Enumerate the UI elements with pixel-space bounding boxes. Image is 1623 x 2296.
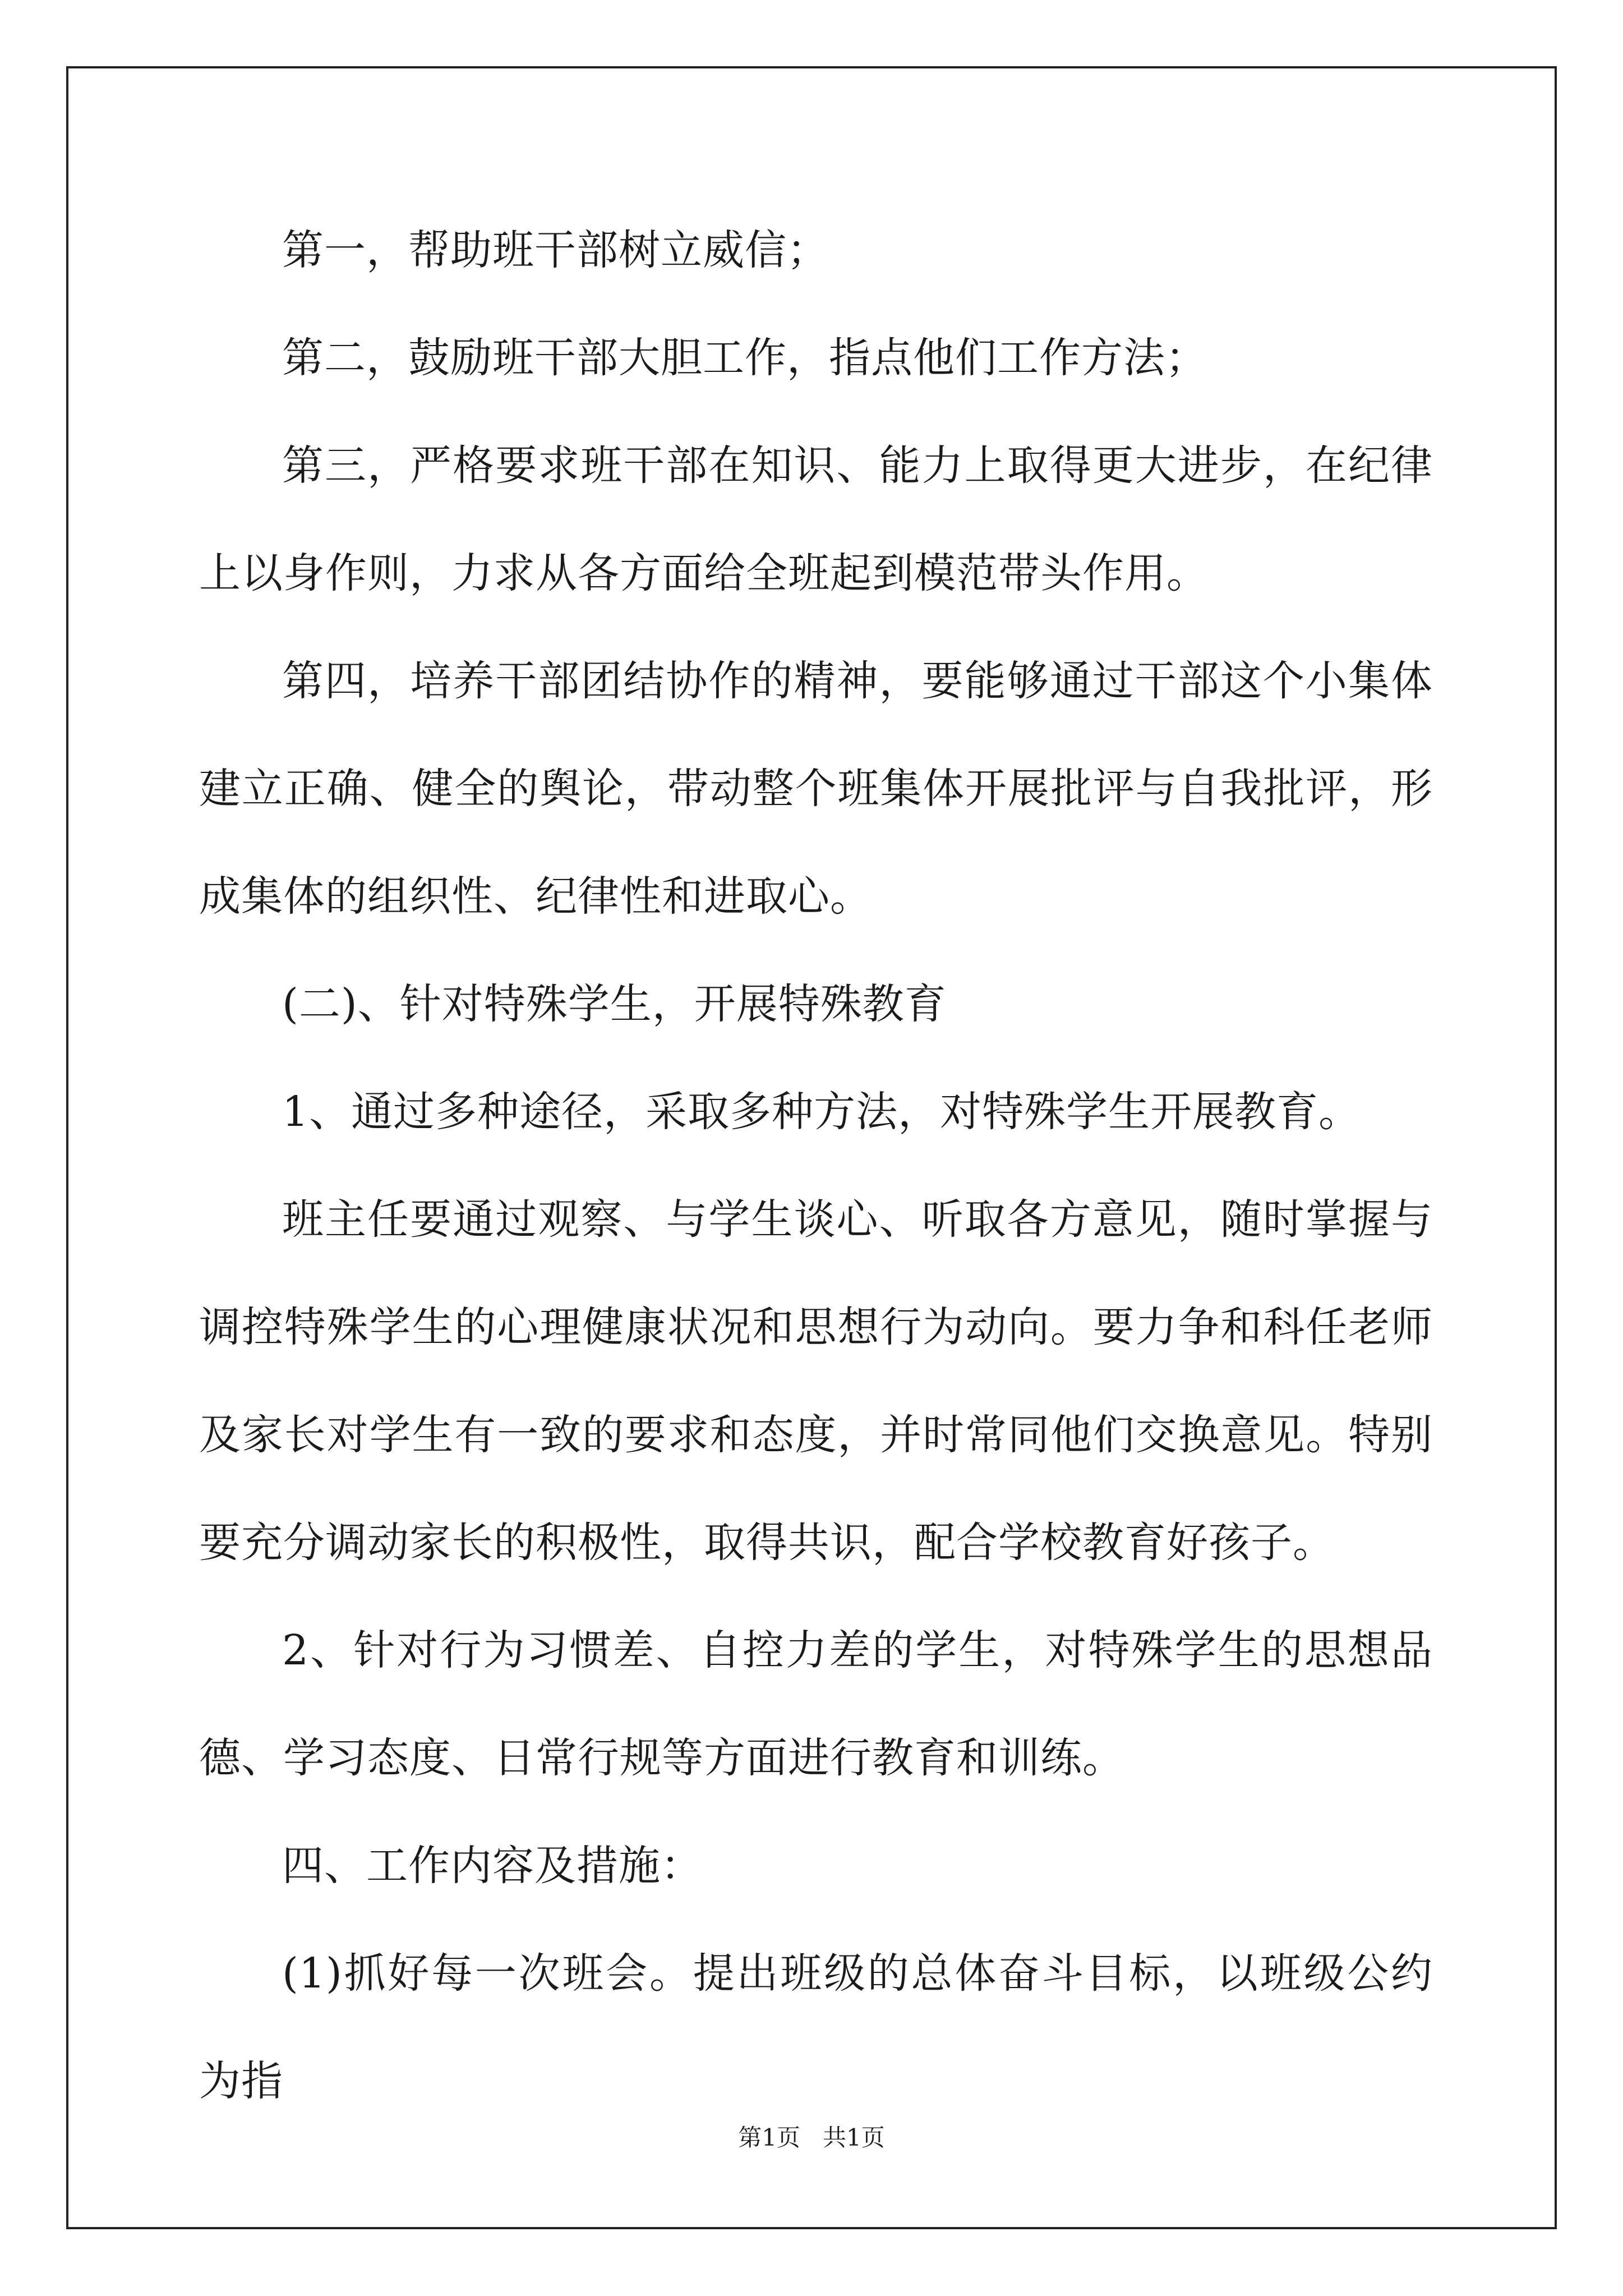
paragraph: 第四，培养干部团结协作的精神，要能够通过干部这个小集体建立正确、健全的舆论，带动整个班集体开展批评与自我批评，形成集体的组织性、纪律性和进取心。 (199, 657, 1433, 921)
paragraph: (1)抓好每一次班会。提出班级的总体奋斗目标，以班级公约为指 (199, 1949, 1433, 2105)
page-footer (0, 2119, 1623, 2153)
paragraph: 1、通过多种途径，采取多种方法，对特殊学生开展教育。 (282, 1088, 1361, 1136)
page-total: 共1页 (823, 2124, 885, 2151)
section-heading: (二)、针对特殊学生，开展特殊教育 (282, 980, 947, 1028)
paragraph: 第三，严格要求班干部在知识、能力上取得更大进步，在纪律上以身作则，力求从各方面给全班起到模范带头作用。 (199, 441, 1433, 597)
page-number: 第1页 (738, 2124, 800, 2151)
document-body (199, 196, 1433, 2135)
paragraph: 班主任要通过观察、与学生谈心、听取各方意见，随时掌握与调控特殊学生的心理健康状况和思想行为动向。要力争和科任老师及家长对学生有一致的要求和态度，并时常同他们交换意见。特别要充分调动家长的积极性，取得共识，配合学校教育好孩子。 (199, 1195, 1433, 1567)
section-heading: 四、工作内容及措施： (282, 1842, 703, 1890)
paragraph: 第一，帮助班干部树立威信； (282, 226, 829, 274)
paragraph: 第二，鼓励班干部大胆工作，指点他们工作方法； (282, 334, 1207, 382)
paragraph: 2、针对行为习惯差、自控力差的学生，对特殊学生的思想品德、学习态度、日常行规等方面进行教育和训练。 (199, 1626, 1433, 1782)
